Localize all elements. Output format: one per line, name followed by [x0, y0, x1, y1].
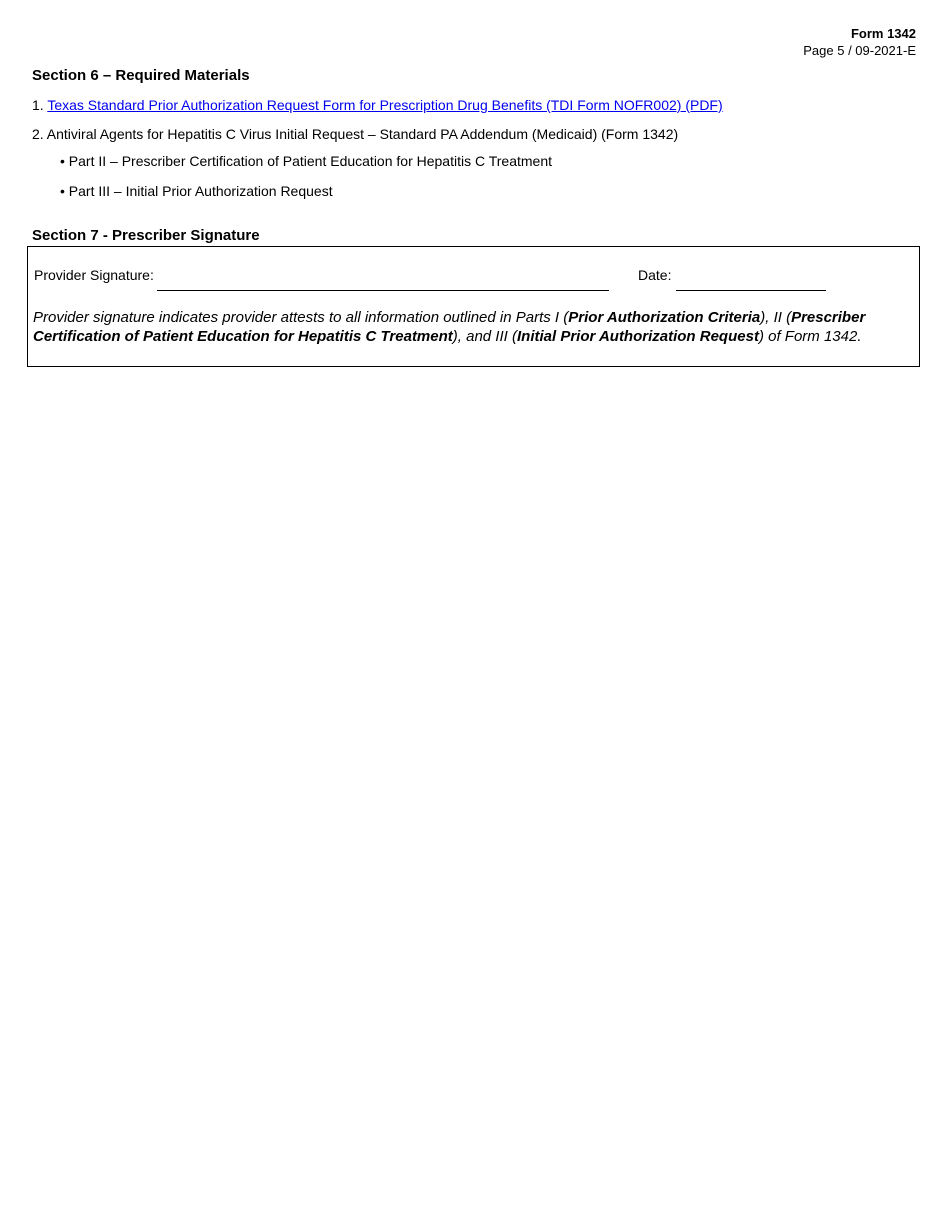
section-6-heading: Section 6 – Required Materials	[32, 67, 250, 84]
required-material-1	[32, 96, 723, 114]
section-7-heading: Section 7 - Prescriber Signature	[32, 227, 260, 244]
signature-box	[27, 246, 920, 367]
provider-signature-field[interactable]	[157, 290, 609, 291]
bullet-part-2: • Part II – Prescriber Certification of Patient Education for Hepatitis C Treatment	[60, 153, 553, 169]
page-info: Page 5 / 09-2021-E	[803, 43, 916, 58]
date-label: Date:	[638, 267, 672, 283]
provider-signature-label: Provider Signature:	[34, 267, 154, 283]
bullet-part-3: • Part III – Initial Prior Authorization Request	[60, 183, 333, 199]
form-number: Form 1342	[850, 26, 916, 41]
form-header	[803, 25, 916, 59]
tdi-form-link[interactable]: Texas Standard Prior Authorization Request Form for Prescription Drug Benefits (TDI Form NOFR002) (PDF)	[47, 97, 723, 113]
attestation-statement: Provider signature indicates provider attests to all information outlined in Parts I (Prior Authorization Criteria), II (Prescriber Certification of Patient Education for Hepatitis C Treatment), and III (Initial Prior Authorization Request) of Form 1342.	[33, 309, 866, 345]
date-field[interactable]	[676, 290, 826, 291]
item-1-number: 1.	[32, 97, 48, 113]
required-material-2: 2. Antiviral Agents for Hepatitis C Virus Initial Request – Standard PA Addendum (Medicaid) (Form 1342)	[32, 126, 679, 142]
